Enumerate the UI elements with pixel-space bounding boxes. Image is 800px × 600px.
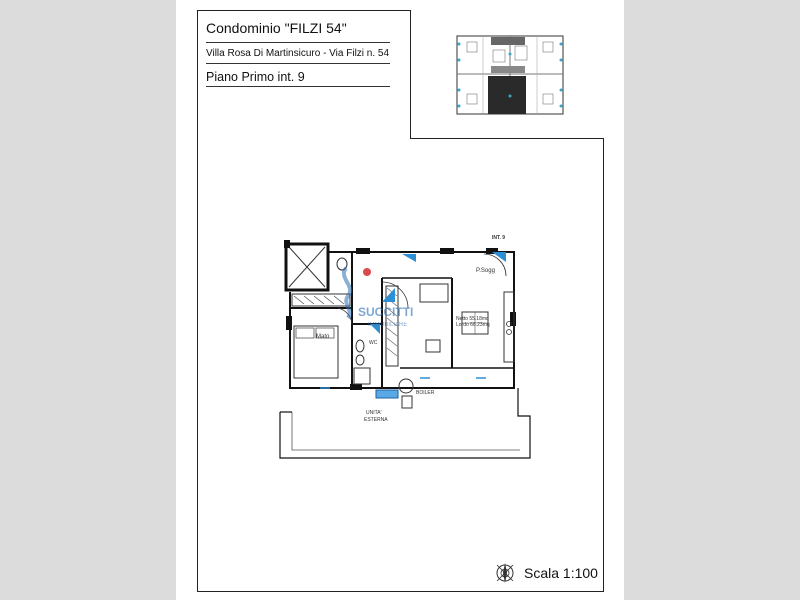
floor-plan [270,228,540,460]
room-bathroom-label: WC [369,340,378,346]
watermark-brand: SUCCITTI [358,305,414,319]
floor-label: Piano Primo int. 9 [206,70,305,84]
building-address: Villa Rosa Di Martinsicuro - Via Filzi n. 54 [206,48,390,59]
title-rule [206,42,390,43]
key-plan [410,10,604,139]
area-gross-label: Lordo 66.23mq [456,322,490,328]
compass-icon [494,562,516,584]
scale-label: Scala 1:100 [524,565,598,581]
area-net-label: Netto 55.18mq [456,316,489,322]
floor-plan-drawing [270,228,540,460]
address-rule [206,63,390,64]
room-living-label: P.Sogg [476,268,495,274]
external-unit-label: UNITA' [366,410,382,416]
key-plan-drawing [411,10,605,139]
floor-rule [206,86,390,87]
watermark-sub: IMMOBILIARE [368,322,408,328]
boiler-label: BOILER [416,390,435,396]
external-unit-label-2: ESTERNA [364,417,388,423]
room-bedroom-label: Mato [316,334,330,340]
building-title: Condominio "FILZI 54" [206,20,347,36]
unit-label: INT. 9 [492,235,506,241]
